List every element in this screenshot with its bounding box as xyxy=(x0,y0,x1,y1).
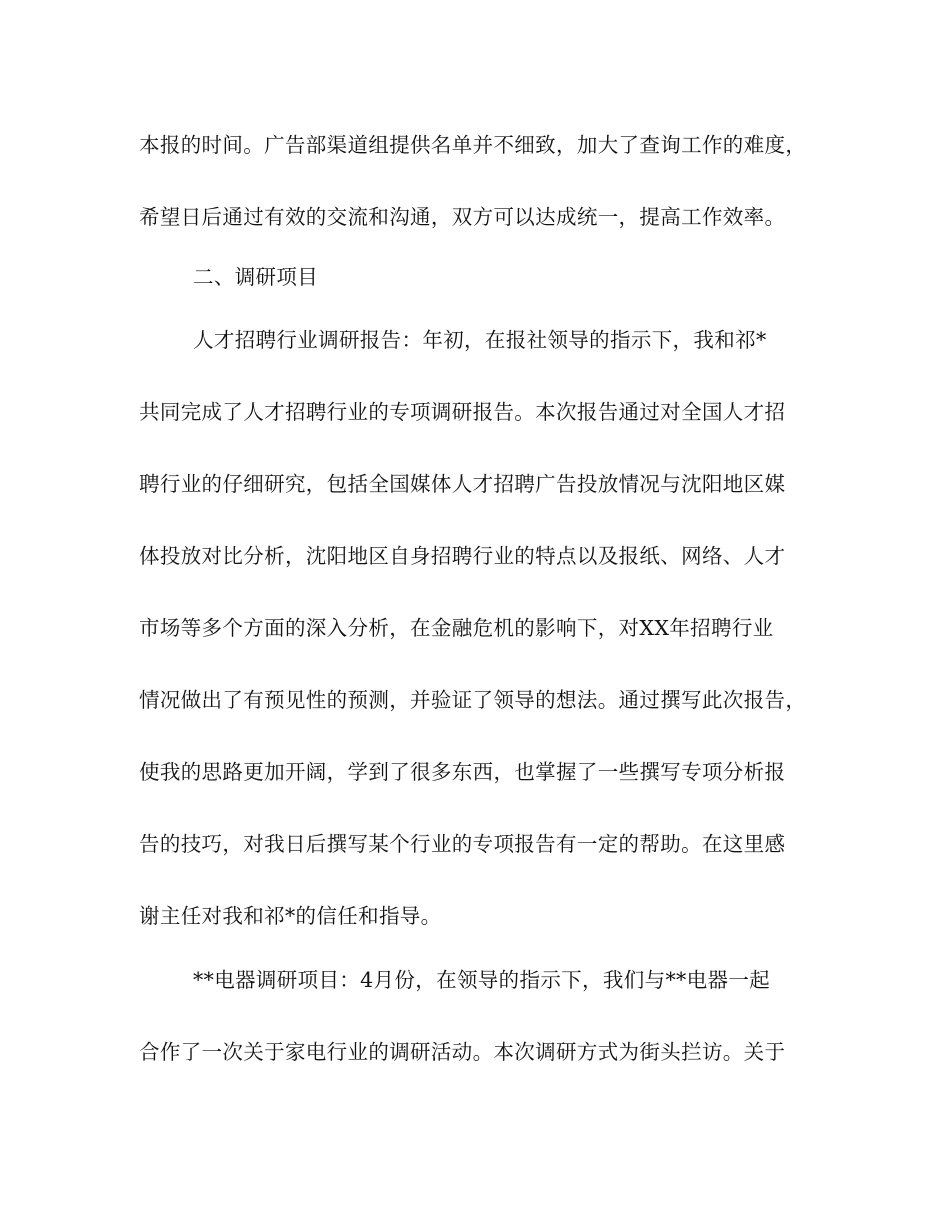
paragraph-line: 共同完成了人才招聘行业的专项调研报告。本次报告通过对全国人才招 xyxy=(139,400,786,424)
paragraph-line: 希望日后通过有效的交流和沟通，双方可以达成统一，提高工作效率。 xyxy=(139,205,786,229)
paragraph-line: **电器调研项目：4月份，在领导的指示下，我们与**电器一起 xyxy=(193,968,771,992)
paragraph-line: 市场等多个方面的深入分析，在金融危机的影响下，对XX年招聘行业 xyxy=(139,616,774,640)
paragraph-line: 合作了一次关于家电行业的调研活动。本次调研方式为街头拦访。关于 xyxy=(139,1040,786,1064)
paragraph-line: 使我的思路更加开阔，学到了很多东西，也掌握了一些撰写专项分析报 xyxy=(139,760,786,784)
paragraph-line: 情况做出了有预见性的预测，并验证了领导的想法。通过撰写此次报告， xyxy=(139,688,807,712)
paragraph-line: 本报的时间。广告部渠道组提供名单并不细致，加大了查询工作的难度， xyxy=(139,133,807,157)
paragraph-line: 聘行业的仔细研究，包括全国媒体人才招聘广告投放情况与沈阳地区媒 xyxy=(139,472,786,496)
paragraph-line: 人才招聘行业调研报告：年初，在报社领导的指示下，我和祁* xyxy=(193,328,767,352)
section-heading: 二、调研项目 xyxy=(193,265,319,289)
paragraph-line: 体投放对比分析，沈阳地区自身招聘行业的特点以及报纸、网络、人才 xyxy=(139,544,786,568)
paragraph-line: 谢主任对我和祁*的信任和指导。 xyxy=(139,904,442,928)
paragraph-line: 告的技巧，对我日后撰写某个行业的专项报告有一定的帮助。在这里感 xyxy=(139,832,786,856)
